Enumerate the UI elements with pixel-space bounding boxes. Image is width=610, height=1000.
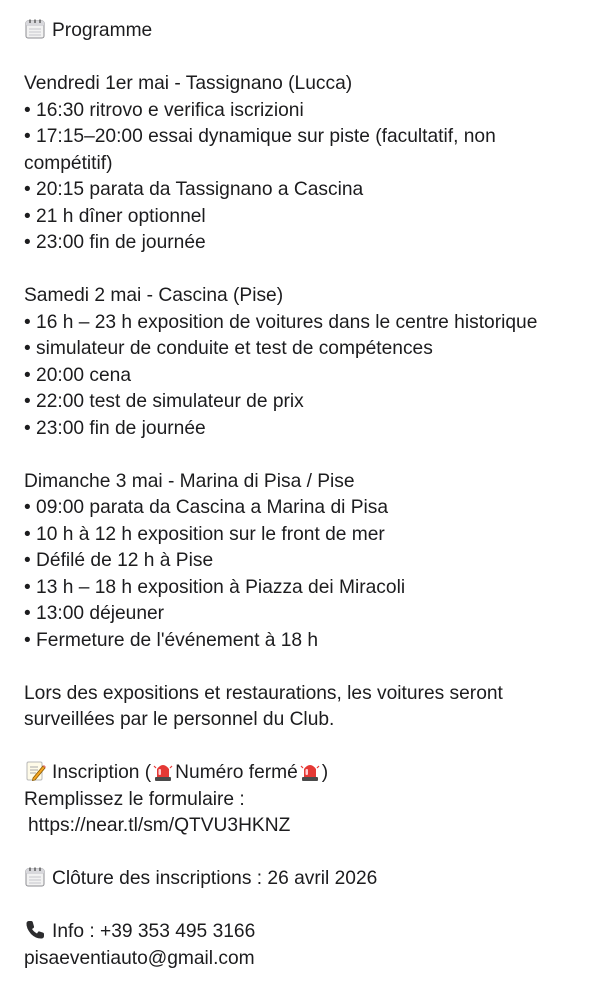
list-item: • 20:15 parata da Tassignano a Cascina — [24, 179, 364, 200]
phone-icon — [24, 919, 46, 941]
list-item: • 22:00 test de simulateur de prix — [24, 391, 304, 412]
day-title: Dimanche 3 mai - Marina di Pisa / Pise — [24, 470, 355, 492]
list-item: • 13:00 déjeuner — [24, 603, 165, 624]
memo-icon — [24, 760, 46, 782]
list-item: • 20:00 cena — [24, 364, 132, 386]
registration-link[interactable]: https://near.tl/sm/QTVU3HKNZ — [28, 815, 291, 836]
list-item: • 17:15–20:00 essai dynamique sur piste (facultatif, non compétitif) — [24, 126, 496, 174]
contact-phone: Info : +39 353 495 3166 — [24, 919, 596, 946]
closing-date: Clôture des inscriptions : 26 avril 2026 — [24, 866, 596, 893]
list-item: • Fermeture de l'événement à 18 h — [24, 629, 319, 651]
list-item: • 10 h à 12 h exposition sur le front de mer — [24, 523, 385, 545]
form-instruction: Remplissez le formulaire : — [24, 788, 245, 810]
list-item: • 23:00 fin de journée — [24, 232, 206, 253]
list-item: • 09:00 parata da Cascina a Marina di Pisa — [24, 497, 389, 518]
siren-icon — [300, 760, 320, 782]
calendar-icon — [24, 18, 46, 40]
calendar-icon — [24, 866, 46, 888]
registration-status: Numéro fermé — [175, 762, 298, 783]
siren-icon — [153, 760, 173, 782]
list-item: • 16:30 ritrovo e verifica iscrizioni — [24, 99, 304, 121]
day-title: Samedi 2 mai - Cascina (Pise) — [24, 285, 284, 306]
list-item: • simulateur de conduite et test de compétences — [24, 338, 433, 359]
day-title: Vendredi 1er mai - Tassignano (Lucca) — [24, 73, 353, 94]
list-item: • 16 h – 23 h exposition de voitures dans le centre historique — [24, 311, 538, 333]
list-item: • 21 h dîner optionnel — [24, 205, 206, 227]
inscription-heading: Inscription ( Numéro fermé ) — [24, 760, 596, 787]
contact-email[interactable]: pisaeventiauto@gmail.com — [24, 947, 255, 969]
list-item: • 13 h – 18 h exposition à Piazza dei Miracoli — [24, 576, 406, 598]
supervision-note: Lors des expositions et restaurations, les voitures seront surveillées par le personnel du Club. — [24, 682, 503, 730]
programme-heading: Programme — [24, 18, 596, 45]
list-item: • Défilé de 12 h à Pise — [24, 550, 214, 571]
list-item: • 23:00 fin de journée — [24, 417, 206, 439]
